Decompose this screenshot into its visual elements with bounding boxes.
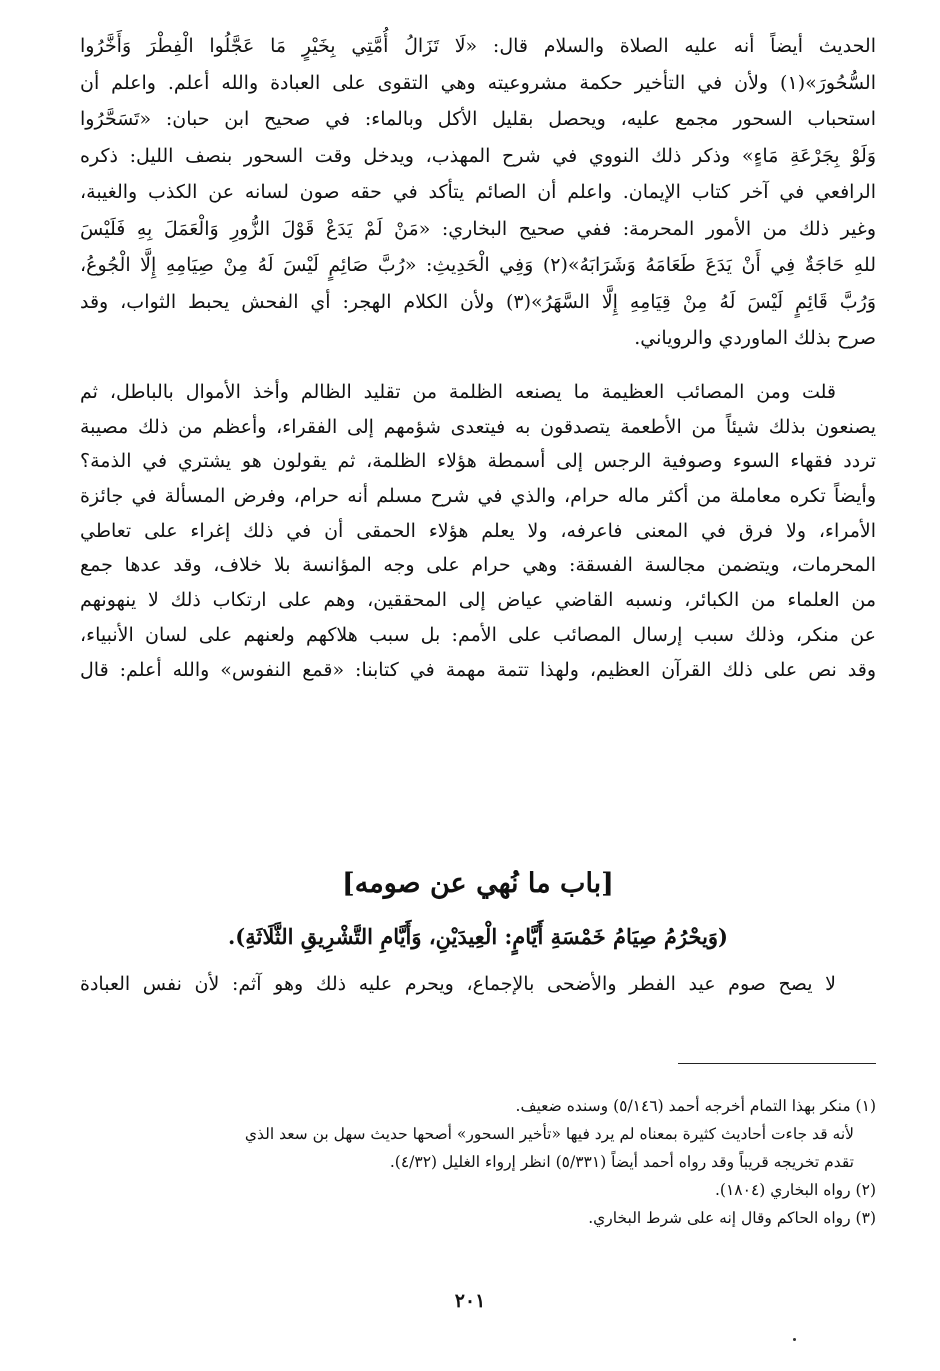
text-line: وأيضاً تكره معاملة من أكثر ماله حرام، والذي في شرح مسلم أنه حرام، وفرض المسألة في جائزة [80,485,876,508]
text-line: الأمراء، ولا فرق في المعنى فاعرفه، ولا يعلم هؤلاء الحمقى أن في ذلك إغراء على تعاطي [80,519,876,542]
text-line: الحديث أيضاً أنه عليه الصلاة والسلام قال: «لَا تَزَالُ أُمَّتِي بِخَيْرٍ مَا عَجَّلُوا الْفِطْرَ وَأَخَّرُوا [80,35,876,57]
footnote: (١) منكر بهذا التمام أخرجه أحمد (٥/١٤٦) وسنده ضعيف. [515,1097,876,1115]
text-line: من العلماء من الكبائر، ونسبه القاضي عياض إلى المحققين، وهم على ارتكاب ذلك لا ينهونهم [80,589,876,612]
chapter-heading: [باب ما نُهي عن صومه] [342,868,614,899]
text-line: لا يصح صوم عيد الفطر والأضحى بالإجماع، ويحرم عليه ذلك وهو آثم: لأن نفس العبادة [80,973,836,995]
page-number: ٢٠١ [454,1290,486,1312]
text-line: وغير ذلك من الأمور المحرمة: ففي صحيح البخاري: «مَنْ لَمْ يَدَعْ قَوْلَ الزُّورِ وَالْعَمَلَ بِهِ فَلَيْسَ [80,217,876,240]
text-line: المحرمات، ويتضمن مجالسة الفسقة: وهي حرام على وجه المؤانسة بلا خلاف، وقد عدها جمع [80,554,876,577]
paragraph-3 [80,966,876,1002]
paragraph-1 [80,28,876,357]
text-line: وَلَوْ بِجَرْعَةِ مَاءٍ» وذكر ذلك النووي في شرح المهذب، ويدخل وقت السحور بنصف الليل: ذكره [80,144,876,167]
footnote-divider [678,1063,876,1064]
text-line: استحباب السحور مجمع عليه، ويحصل بقليل الأكل وبالماء: في صحيح ابن حبان: «تَسَحَّرُوا [80,108,876,130]
text-line: وقد نص على ذلك القرآن العظيم، ولهذا تتمة مهمة في كتابنا: «قمع النفوس» والله أعلم: قال [80,658,876,681]
text-line: للهِ حَاجَةٌ فِي أَنْ يَدَعَ طَعَامَهُ وَشَرَابَهُ»(٢) وَفِي الْحَدِيثِ: «رُبَّ صَائِمٍ لَيْسَ لَهُ مِنْ صِيَامِهِ إِلَّا الْجُوعُ، [80,254,876,276]
footnote-continuation: لأنه قد جاءت أحاديث كثيرة بمعناه لم يرد فيها «تأخير السحور» أصحها حديث سهل بن سعد الذي [244,1125,854,1143]
text-line: تردد فقهاء السوء وصوفية الرجس إلى أسمطة هؤلاء الظلمة، ثم يقولون هو يشتري في الذمة؟ [80,450,876,473]
text-line: السُّحُورَ»(١) ولأن في التأخير حكمة مشروعيته وهي التقوى على العبادة والله أعلم. واعلم أن [80,71,876,94]
footnotes [80,1092,876,1232]
footnote: (٢) رواه البخاري (١٨٠٤). [714,1181,876,1199]
footnote: (٣) رواه الحاكم وقال إنه على شرط البخاري. [588,1209,876,1227]
text-line: عن منكر، وذلك سبب إرسال المصائب على الأمم: بل سبب هلاكهم ولعنهم على لسان الأنبياء، [80,623,876,646]
text-line: قلت ومن المصائب العظيمة ما يصنعه الظلمة من تقليد الظالم وأخذ الأموال بالباطل، ثم [80,381,836,403]
text-line: وَرُبَّ قَائِمٍ لَيْسَ لَهُ مِنْ قِيَامِهِ إِلَّا السَّهَرُ»(٣) ولأن الكلام الهجر: أي الفحش يحبط الثواب، وقد [80,290,876,313]
text-line: يصنعون بذلك شيئاً من الأطعمة يتصدقون به فيتعدى شؤمهم إلى الفقراء، وأعظم من ذلك مصيبة [80,415,876,438]
paragraph-2 [80,374,876,686]
text-line: الرافعي في آخر كتاب الإيمان. واعلم أن الصائم يتأكد في حقه صون لسانه عن الكذب والغيبة، [80,181,876,203]
footnote-continuation: تقدم تخريجه قريباً وقد رواه أحمد أيضاً (٥/٣٣١) انظر إرواء الغليل (٤/٣٢). [389,1153,854,1171]
matn-text: (وَيحْرُمُ صِيَامُ خَمْسَةِ أَيَّامٍ: الْعِيدَيْنِ، وَأَيَّامِ التَّشْرِيقِ الثَّلَاثَةِ). [227,924,728,949]
scan-speck [793,1338,796,1341]
text-line: صرح بذلك الماوردي والروياني. [634,327,876,349]
